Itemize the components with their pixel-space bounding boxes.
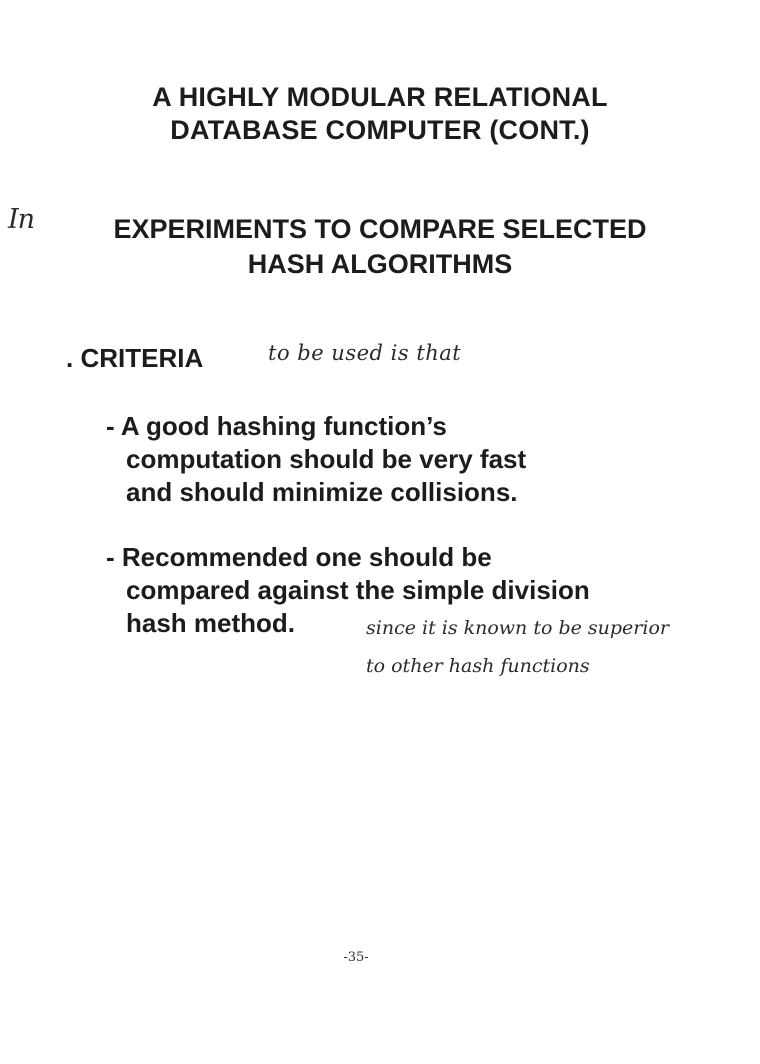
bullet-1-line-1: - A good hashing function’s: [106, 411, 447, 441]
handwritten-criteria-note: to be used is that: [268, 341, 462, 365]
bullet-2-line-1: - Recommended one should be: [106, 542, 492, 572]
section-heading-line-1: EXPERIMENTS TO COMPARE SELECTED: [113, 214, 647, 244]
handwritten-footnote-line-1: since it is known to be superior: [366, 617, 669, 639]
criteria-bullet-1: [106, 410, 526, 509]
bullet-2-line-3: hash method.: [126, 608, 296, 638]
bullet-1-line-2: computation should be very fast: [126, 444, 527, 474]
handwritten-prefix: In: [8, 204, 35, 235]
section-heading: [30, 212, 730, 282]
handwritten-footnote-line-2: to other hash functions: [366, 655, 590, 677]
bullet-2-line-2: compared against the simple division: [126, 575, 590, 605]
page-title: [0, 81, 760, 147]
title-line-1: A HIGHLY MODULAR RELATIONAL: [152, 82, 608, 112]
criteria-label: . CRITERIA: [66, 343, 204, 373]
page-number: -35-: [343, 950, 369, 965]
bullet-1-line-3: and should minimize collisions.: [126, 477, 518, 507]
title-line-2: DATABASE COMPUTER (CONT.): [170, 115, 590, 145]
section-heading-line-2: HASH ALGORITHMS: [247, 249, 513, 279]
